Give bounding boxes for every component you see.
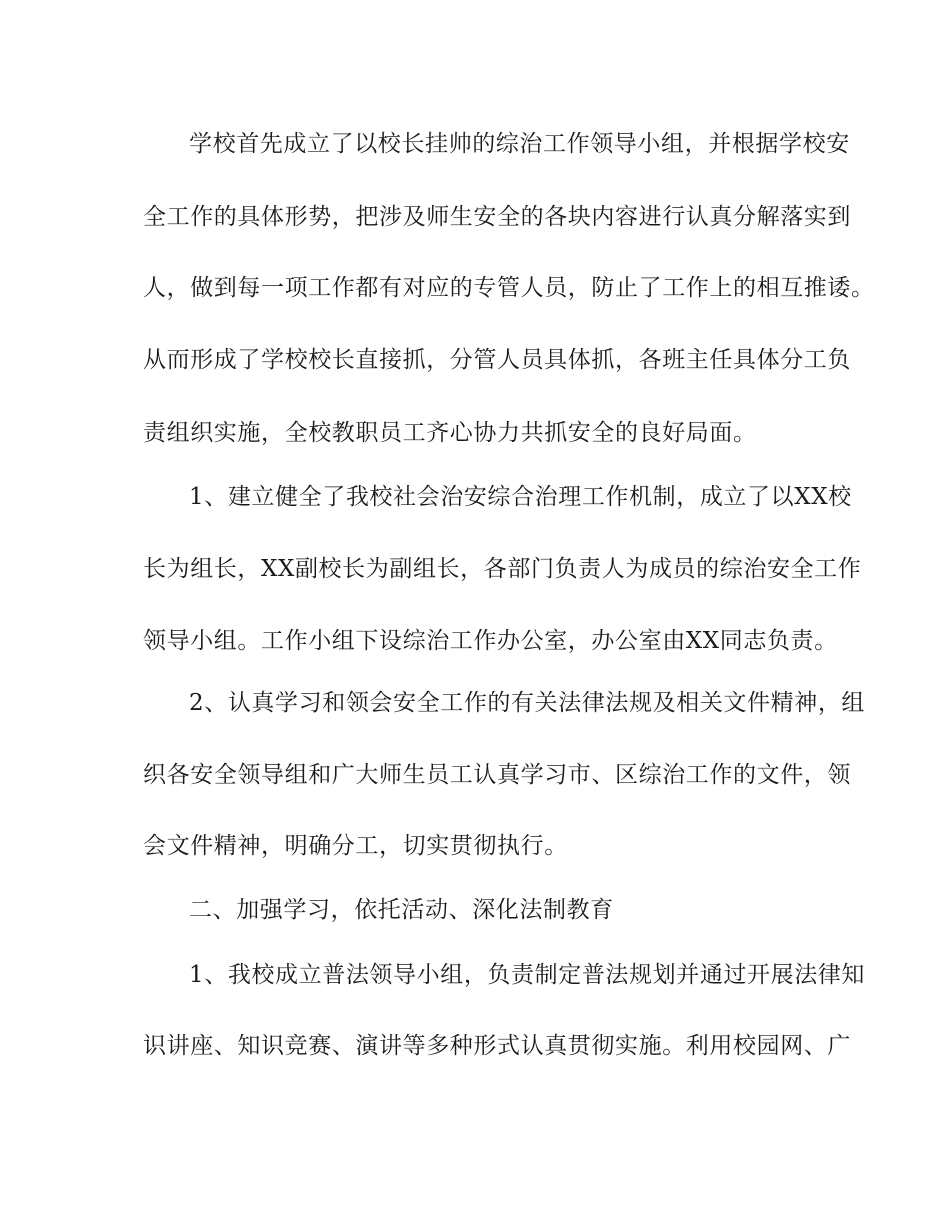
paragraph-line: 责组织实施，全校教职员工齐心协力共抓安全的良好局面。 bbox=[143, 420, 757, 446]
paragraph-line: 识讲座、知识竞赛、演讲等多种形式认真贯彻实施。利用校园网、广 bbox=[143, 1033, 851, 1059]
paragraph-line: 领导小组。工作小组下设综治工作办公室，办公室由XX同志负责。 bbox=[143, 628, 838, 654]
paragraph-line: 从而形成了学校校长直接抓，分管人员具体抓，各班主任具体分工负 bbox=[143, 347, 851, 373]
paragraph-line: 2、认真学习和领会安全工作的有关法律法规及相关文件精神，组 bbox=[189, 690, 866, 716]
paragraph-line: 织各安全领导组和广大师生员工认真学习市、区综治工作的文件，领 bbox=[143, 762, 851, 788]
paragraph-line: 学校首先成立了以校长挂帅的综治工作领导小组，并根据学校安 bbox=[189, 131, 850, 157]
section-heading: 二、加强学习，依托活动、深化法制教育 bbox=[189, 897, 614, 923]
paragraph-line: 1、建立健全了我校社会治安综合治理工作机制，成立了以XX校 bbox=[189, 484, 852, 510]
paragraph-line: 1、我校成立普法领导小组，负责制定普法规划并通过开展法律知 bbox=[189, 962, 866, 988]
paragraph-line: 会文件精神，明确分工，切实贯彻执行。 bbox=[143, 833, 568, 859]
paragraph-line: 人，做到每一项工作都有对应的专管人员，防止了工作上的相互推诿。 bbox=[143, 275, 875, 301]
paragraph-line: 长为组长，XX副校长为副组长，各部门负责人为成员的综治安全工作 bbox=[143, 556, 862, 582]
paragraph-line: 全工作的具体形势，把涉及师生安全的各块内容进行认真分解落实到 bbox=[143, 204, 851, 230]
